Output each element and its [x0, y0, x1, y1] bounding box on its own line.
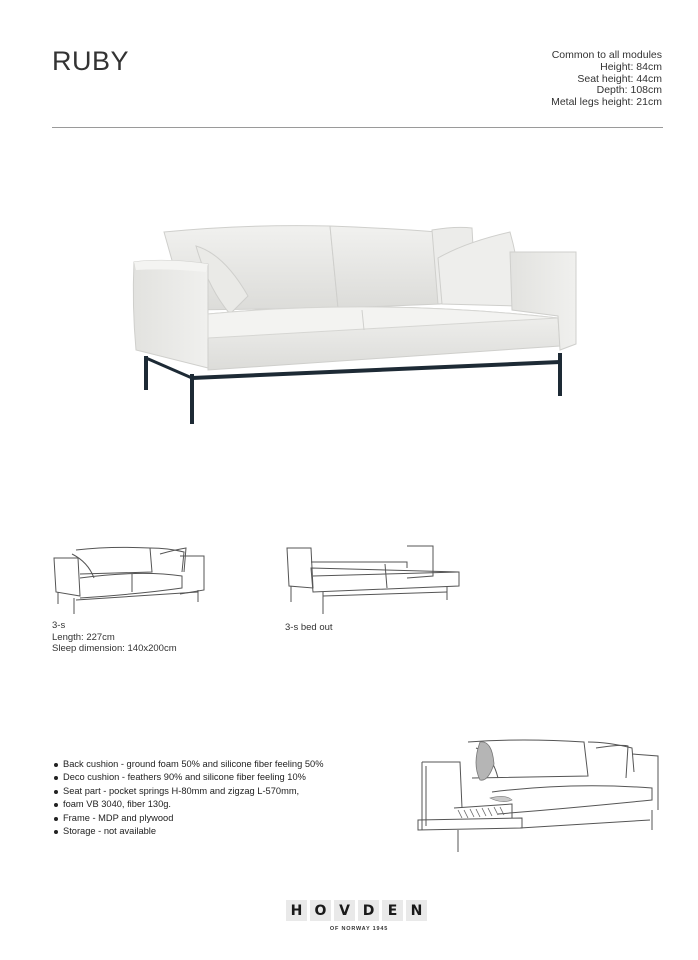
logo-letter: V [334, 900, 355, 921]
feature-item: Frame - MDP and plywood [54, 812, 323, 825]
logo-letter: E [382, 900, 403, 921]
variant-bed-out-caption [285, 622, 333, 634]
feature-item: Deco cushion - feathers 90% and silicone fiber feeling 10% [54, 771, 323, 784]
feature-item: Storage - not available [54, 825, 323, 838]
brand-logo [286, 900, 430, 921]
specs-heading: Common to all modules [551, 49, 662, 61]
brand-tagline: OF NORWAY 1945 [329, 926, 389, 932]
logo-letter: D [358, 900, 379, 921]
sofa-photo [126, 218, 582, 428]
logo-letter: N [406, 900, 427, 921]
logo-letter: H [286, 900, 307, 921]
spec-depth: Depth: 108cm [596, 84, 662, 97]
feature-item-continued: foam VB 3040, fiber 130g. [54, 798, 323, 811]
variant-bed-out-label: 3-s bed out [285, 622, 333, 633]
spec-seat-height: Seat height: 44cm [577, 72, 662, 85]
feature-item: Seat part - pocket springs H-80mm and zigzag L-570mm, [54, 785, 323, 798]
variant-3s-label: 3-s [52, 620, 66, 631]
spec-leg-height: Metal legs height: 21cm [551, 96, 662, 109]
logo-letter: O [310, 900, 331, 921]
features-list [54, 758, 323, 838]
variant-3s-sleep: Sleep dimension: 140x200cm [52, 643, 177, 654]
dimensions-block [551, 50, 662, 109]
variant-3s-length: Length: 227cm [52, 631, 115, 643]
sofa-bed-out-drawing [283, 542, 463, 618]
header-divider [52, 127, 663, 128]
construction-cutaway-drawing [412, 734, 664, 856]
sofa-3s-drawing [50, 542, 208, 616]
product-title: RUBY [52, 46, 130, 76]
variant-3s-caption [52, 620, 177, 655]
feature-item: Back cushion - ground foam 50% and silicone fiber feeling 50% [54, 758, 323, 771]
spec-height: Height: 84cm [600, 60, 662, 73]
